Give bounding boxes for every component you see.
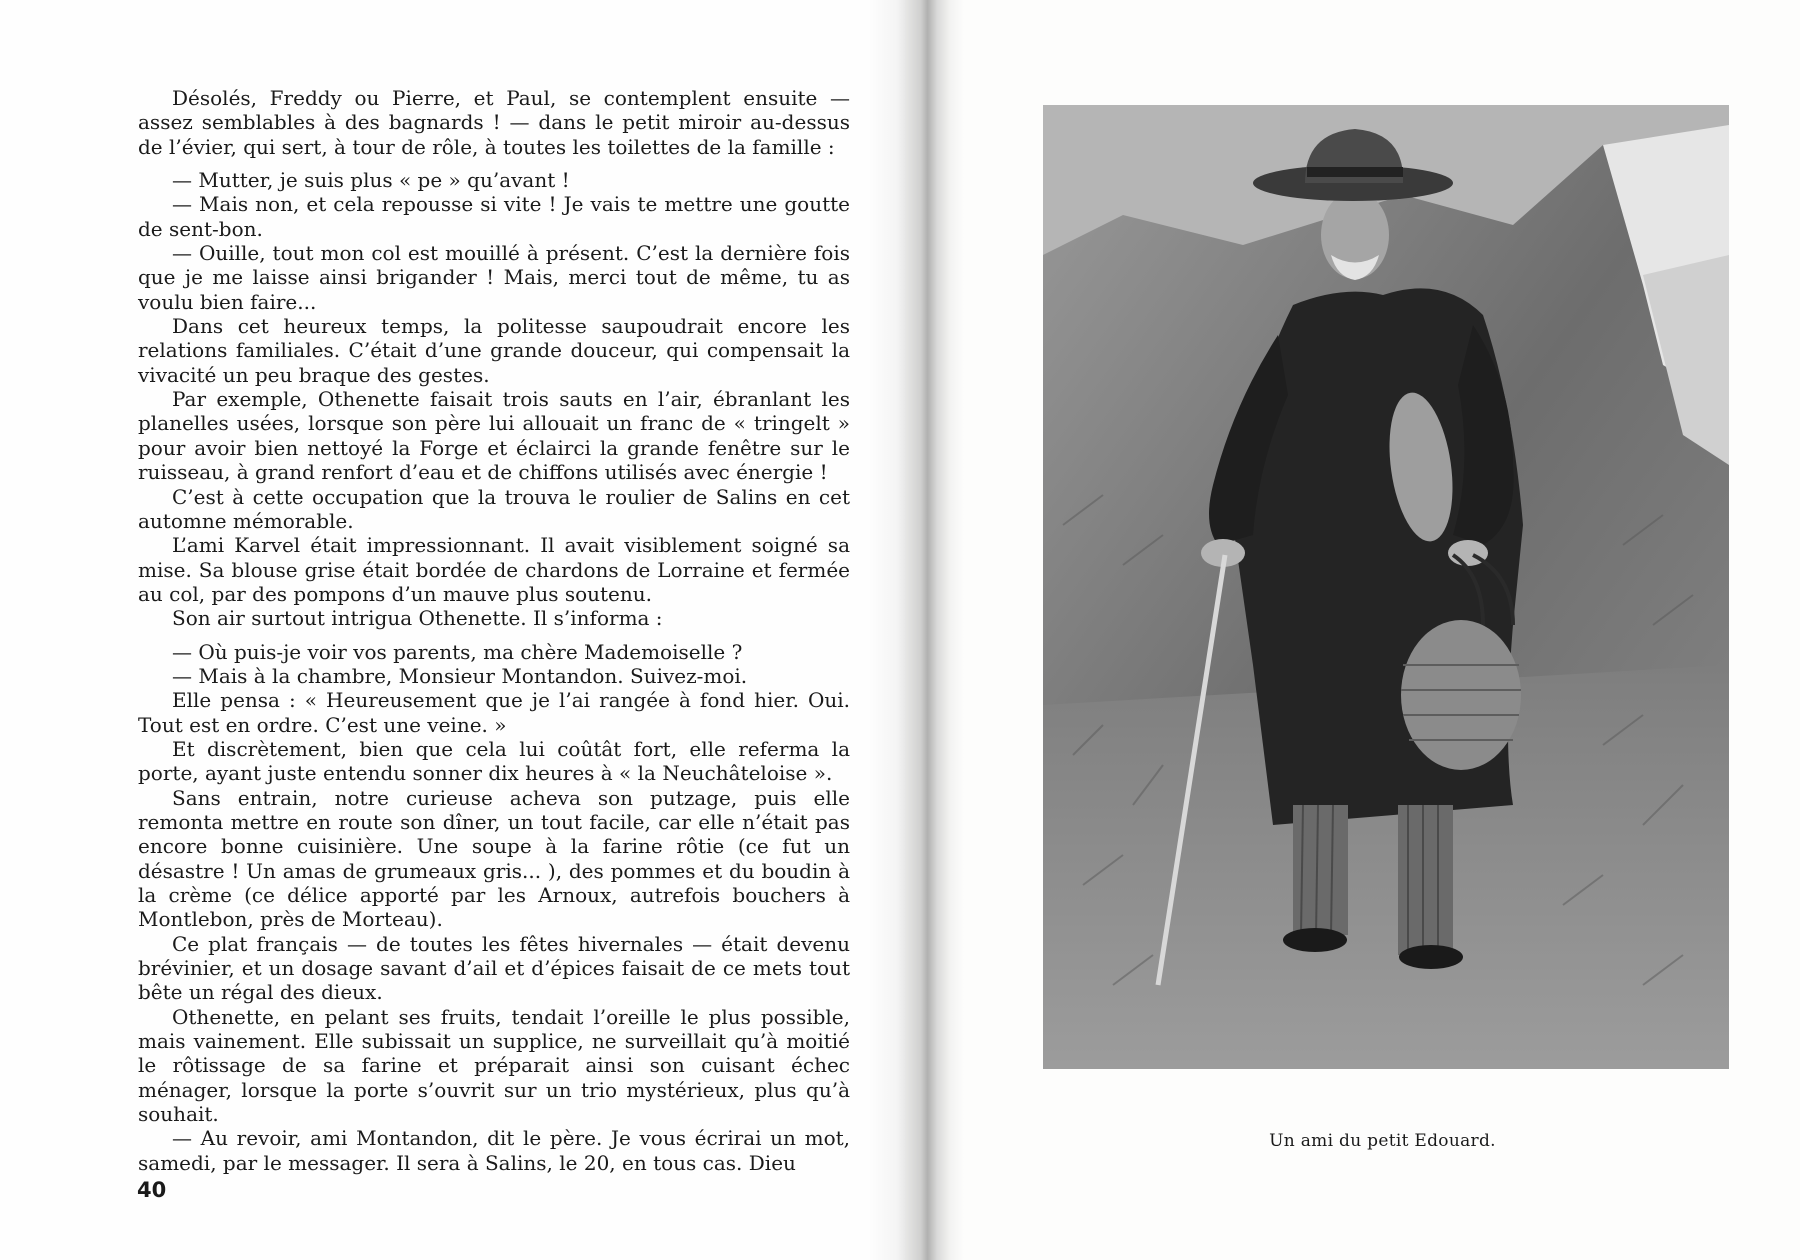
paragraph: L’ami Karvel était impressionnant. Il avait visiblement soigné sa mise. Sa blouse grise était bordée de chardons de Lorraine et fermée au col, par des pompons d’un mauve plus soutenu. bbox=[138, 533, 850, 606]
paragraph: Et discrètement, bien que cela lui coûtât fort, elle referma la porte, ayant juste entendu sonner dix heures à « la Neuchâteloise ». bbox=[138, 736, 850, 786]
paragraph: — Où puis-je voir vos parents, ma chère Mademoiselle ? bbox=[172, 639, 743, 664]
paragraph: Son air surtout intrigua Othenette. Il s’informa : bbox=[172, 606, 663, 631]
paragraph: Sans entrain, notre curieuse acheva son putzage, puis elle remonta mettre en route son dîner, un tout facile, car elle n’était pas encore bonne cuisinière. Une soupe à la farine rôtie (ce fut un désastre ! Un amas de grumeaux gris... ), des pommes et du boudin à la crème (ce délice apporté par les Arnoux, autrefois bouchers à Montlebon, près de Morteau). bbox=[138, 785, 850, 932]
paragraph: Désolés, Freddy ou Pierre, et Paul, se contemplent ensuite — assez semblables à des bagnards ! — dans le petit miroir au-dessus de l’évier, qui sert, à tour de rôle, à toutes les toilettes de la famille : bbox=[138, 86, 850, 159]
book-gutter-shadow bbox=[868, 0, 964, 1260]
paragraph: Par exemple, Othenette faisait trois sauts en l’air, ébranlant les planelles usées, lorsque son père lui allouait un franc de « tringelt » pour avoir bien nettoyé la Forge et éclairci la grande fenêtre sur le ruisseau, à grand renfort d’eau et de chiffons utilisés avec énergie ! bbox=[138, 387, 850, 485]
photograph bbox=[1043, 105, 1729, 1069]
paragraph: Elle pensa : « Heureusement que je l’ai rangée à fond hier. Oui. Tout est en ordre. C’est une veine. » bbox=[138, 688, 850, 737]
paragraph: Othenette, en pelant ses fruits, tendait l’oreille le plus possible, mais vainement. Elle subissait un supplice, ne surveillait qu’à moitié le rôtissage de sa farine et préparait ainsi son cuisant échec ménager, lorsque la porte s’ouvrit sur un trio mystérieux, plus qu’à souhait. bbox=[138, 1004, 850, 1127]
paragraph: — Ouille, tout mon col est mouillé à présent. C’est la dernière fois que je me laisse ainsi brigander ! Mais, merci tout de même, tu as voulu bien faire... bbox=[138, 241, 850, 314]
paragraph: C’est à cette occupation que la trouva le roulier de Salins en cet automne mémorable. bbox=[138, 484, 850, 533]
body-text bbox=[138, 86, 850, 1175]
paragraph: Dans cet heureux temps, la politesse saupoudrait encore les relations familiales. C’était d’une grande douceur, qui compensait la vivacité un peu braque des gestes. bbox=[138, 314, 850, 387]
paragraph: Ce plat français — de toutes les fêtes hivernales — était devenu brévinier, et un dosage savant d’ail et d’épices faisait de ce mets tout bête un régal des dieux. bbox=[138, 931, 850, 1005]
paragraph: — Mais non, et cela repousse si vite ! Je vais te mettre une goutte de sent-bon. bbox=[138, 192, 850, 241]
photo-illustration bbox=[1043, 105, 1729, 1069]
paragraph: — Mutter, je suis plus « pe » qu’avant ! bbox=[172, 168, 570, 193]
page-number: 40 bbox=[137, 1178, 167, 1202]
photo-caption: Un ami du petit Edouard. bbox=[1269, 1131, 1496, 1151]
right-page bbox=[965, 0, 1800, 1260]
paragraph: — Mais à la chambre, Monsieur Montandon. Suivez-moi. bbox=[172, 663, 748, 688]
paragraph: — Au revoir, ami Montandon, dit le père. Je vous écrirai un mot, samedi, par le messager. Il sera à Salins, le 20, en tous cas. Dieu bbox=[138, 1126, 850, 1175]
